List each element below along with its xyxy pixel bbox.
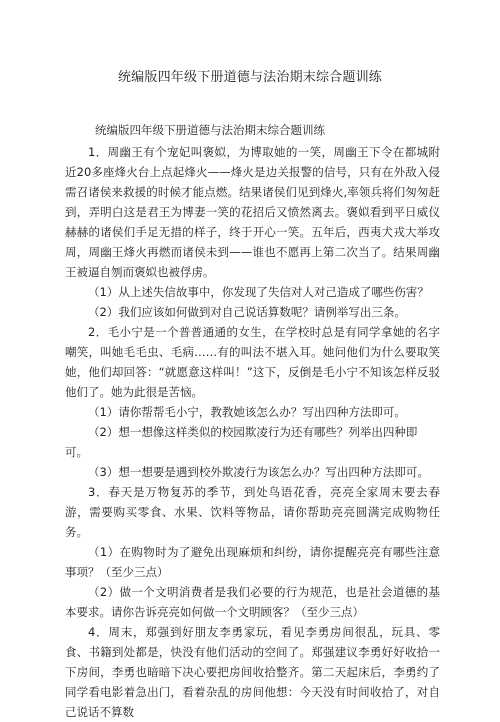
question-1-sub-1: （1）从上述失信故事中，你发现了失信对人对己造成了哪些伤害？ [88, 285, 429, 299]
question-2-sub-1: （1）请你帮帮毛小宁，教教她该怎么办？写出四种方法即可。 [88, 405, 406, 419]
question-2-sub-2: （2）想一想像这样类似的校园欺凌行为还有哪些？列举出四种即可。 [65, 425, 418, 459]
question-2-sub-3: （3）想一想要是遇到校外欺凌行为该怎么办？写出四种方法即可。 [88, 465, 429, 479]
question-3-sub-2: （2）做一个文明消费者是我们必要的行为规范，也是社会道德的基本要求。请你告诉亮亮如何做一个文明顾客？（至少三点） [65, 585, 440, 619]
question-3-paragraph: 3．春天是万物复苏的季节，到处鸟语花香，亮亮全家周末要去春游，需要购买零食、水果、饮料等物品，请你帮助亮亮圆满完成购物任务。 [65, 485, 440, 539]
question-1-sub-2: （2）我们应该如何做到对自己说话算数呢？请例举写出三条。 [88, 305, 406, 319]
document-body [65, 120, 440, 722]
document-subtitle: 统编版四年级下册道德与法治期末综合题训练 [95, 123, 325, 137]
question-3-sub-1: （1）在购物时为了避免出现麻烦和纠纷，请你提醒亮亮有哪些注意事项？（至少三点） [65, 545, 440, 579]
question-2-paragraph: 2．毛小宁是一个普普通通的女生，在学校时总是有同学拿她的名字嘲笑，叫她毛毛虫、毛病……有的叫法不堪入耳。她问他们为什么要取笑她，他们却回答：“就愿意这样叫！”这下，反倒是毛小宁不知该怎样反驳他们了。她为此很是苦恼。 [65, 325, 440, 399]
question-1-paragraph: 1．周幽王有个宠妃叫褒姒，为博取她的一笑，周幽王下令在都城附近20多座烽火台上点起烽火——烽火是边关报警的信号，只有在外敌入侵需召诸侯来救援的时候才能点燃。结果诸侯们见到烽火,率领兵将们匆匆赶到，弄明白这是君王为博妻一笑的花招后又愤然离去。褒姒看到平日威仪赫赫的诸侯们手足无措的样子，终于开心一笑。五年后，西夷犬戎大举攻周，周幽王烽火再燃而诸侯未到——谁也不愿再上第二次当了。结果周幽王被逼自刎而褒姒也被俘虏。 [65, 145, 440, 279]
document-title: 统编版四年级下册道德与法治期末综合题训练 [117, 70, 382, 85]
question-4-paragraph: 4．周末，郑强到好朋友李勇家玩，看见李勇房间很乱，玩具、零食、书籍到处都是，快没有他们活动的空间了。郑强建议李勇好好收拾一下房间，李勇也暗暗下决心要把房间收拾整齐。第二天起床后，李勇约了同学看电影着急出门，看着杂乱的房间他想：今天没有时间收拾了，对自己说话不算数 [65, 625, 440, 719]
